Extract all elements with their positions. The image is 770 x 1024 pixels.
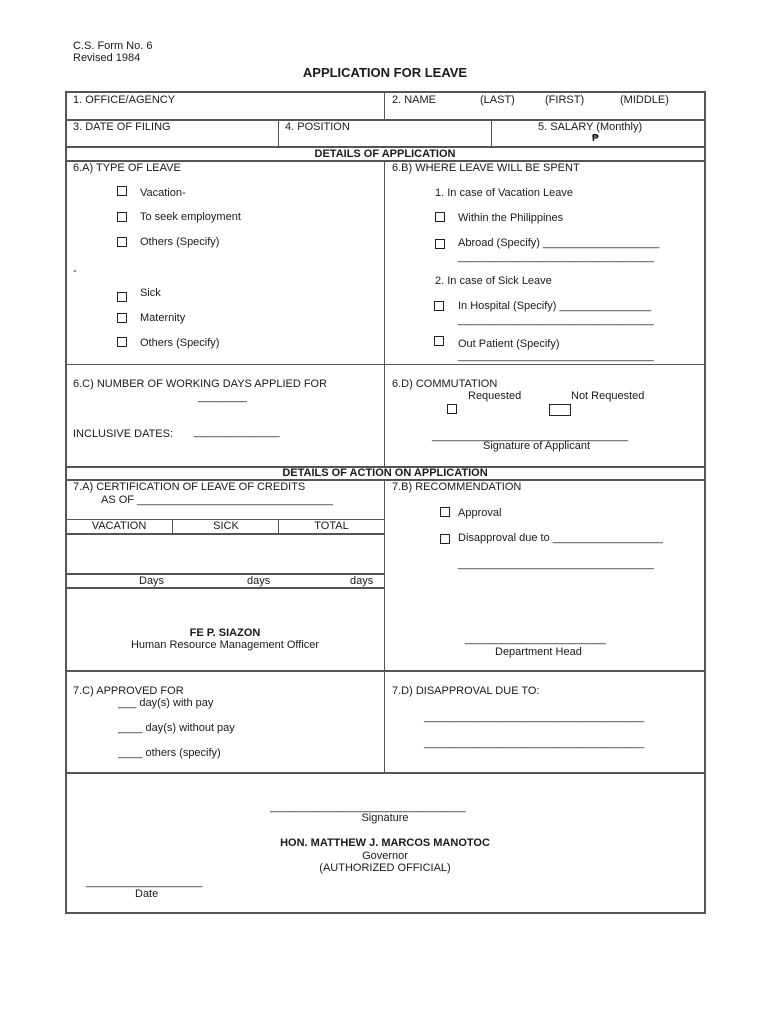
dept-head-label: Department Head — [495, 646, 582, 658]
seek-employment-checkbox[interactable] — [117, 212, 127, 222]
approved-for-heading: 7.C) APPROVED FOR — [73, 685, 184, 697]
divider — [384, 161, 385, 467]
vacation-checkbox[interactable] — [117, 186, 127, 196]
divider — [65, 587, 385, 589]
others-specify[interactable]: ____ others (specify) — [118, 747, 221, 759]
out-patient-line: ________________________________ — [458, 350, 654, 362]
disapproval-reason-line-1[interactable]: ____________________________________ — [424, 711, 645, 723]
frame-right — [704, 91, 706, 914]
peso-sign: ₱ — [592, 133, 599, 144]
out-patient-label: Out Patient (Specify) — [458, 338, 560, 350]
disapproval-line: ________________________________ — [458, 558, 654, 570]
others-sick-label: Others (Specify) — [140, 337, 220, 349]
applicant-signature-line: ________________________________ — [432, 430, 628, 442]
dept-head-signature-line: _______________________ — [465, 633, 606, 645]
within-philippines-label: Within the Philippines — [458, 212, 564, 224]
salary-label: 5. SALARY (Monthly) — [538, 121, 643, 133]
working-days-blank[interactable]: ________ — [198, 391, 247, 403]
position-label: 4. POSITION — [285, 121, 350, 133]
days-vacation: Days — [139, 575, 165, 587]
details-application-heading: DETAILS OF APPLICATION — [314, 148, 456, 160]
office-agency-label: 1. OFFICE/AGENCY — [73, 94, 176, 106]
form-title: APPLICATION FOR LEAVE — [302, 65, 468, 80]
divider — [65, 772, 706, 774]
seek-employment-label: To seek employment — [140, 211, 241, 223]
days-with-pay[interactable]: ___ day(s) with pay — [118, 697, 214, 709]
divider — [384, 92, 385, 120]
vacation-case-label: 1. In case of Vacation Leave — [435, 187, 573, 199]
name-label: 2. NAME — [392, 94, 437, 106]
approval-checkbox[interactable] — [440, 507, 450, 517]
as-of-field[interactable]: AS OF ________________________________ — [101, 494, 333, 506]
form-number: C.S. Form No. 6 — [73, 40, 153, 52]
date-line[interactable]: ___________________ — [86, 876, 203, 888]
sick-case-label: 2. In case of Sick Leave — [435, 275, 552, 287]
divider — [65, 573, 385, 575]
recommendation-heading: 7.B) RECOMMENDATION — [392, 481, 522, 493]
divider — [491, 120, 492, 147]
applicant-signature-label: Signature of Applicant — [483, 440, 591, 452]
disapproval-field[interactable]: Disapproval due to __________________ — [458, 532, 663, 544]
abroad-field[interactable]: Abroad (Specify) ___________________ — [458, 237, 660, 249]
disapproval-heading: 7.D) DISAPPROVAL DUE TO: — [392, 685, 540, 697]
col-total: TOTAL — [314, 520, 349, 532]
divider — [65, 533, 385, 535]
sick-label: Sick — [140, 287, 161, 299]
official-signature-line: ________________________________ — [270, 801, 466, 813]
inclusive-dates-label: INCLUSIVE DATES: — [73, 428, 174, 440]
col-sick: SICK — [213, 520, 239, 532]
abroad-checkbox[interactable] — [435, 239, 445, 249]
hr-officer-title: Human Resource Management Officer — [130, 639, 320, 651]
in-hospital-line: ________________________________ — [458, 314, 654, 326]
working-days-heading: 6.C) NUMBER OF WORKING DAYS APPLIED FOR — [73, 378, 328, 390]
others-vacation-checkbox[interactable] — [117, 237, 127, 247]
details-action-heading: DETAILS OF ACTION ON APPLICATION — [282, 467, 488, 479]
col-vacation: VACATION — [91, 520, 147, 532]
commutation-heading: 6.D) COMMUTATION — [392, 378, 498, 390]
disapproval-checkbox[interactable] — [440, 534, 450, 544]
requested-checkbox[interactable] — [447, 404, 457, 414]
name-middle-label: (MIDDLE) — [620, 94, 669, 106]
date-label: Date — [135, 888, 159, 900]
out-patient-checkbox[interactable] — [434, 336, 444, 346]
name-last-label: (LAST) — [480, 94, 515, 106]
date-filing-label: 3. DATE OF FILING — [73, 121, 171, 133]
others-vacation-label: Others (Specify) — [140, 236, 220, 248]
frame-bottom — [65, 912, 706, 914]
certification-heading: 7.A) CERTIFICATION OF LEAVE OF CREDITS — [73, 481, 306, 493]
days-total: days — [350, 575, 374, 587]
in-hospital-checkbox[interactable] — [434, 301, 444, 311]
vacation-label: Vacation- — [140, 187, 186, 199]
maternity-checkbox[interactable] — [117, 313, 127, 323]
disapproval-reason-line-2[interactable]: ____________________________________ — [424, 737, 645, 749]
sick-checkbox[interactable] — [117, 292, 127, 302]
where-spent-heading: 6.B) WHERE LEAVE WILL BE SPENT — [392, 162, 580, 174]
maternity-label: Maternity — [140, 312, 186, 324]
form-revision: Revised 1984 — [73, 52, 141, 64]
type-leave-heading: 6.A) TYPE OF LEAVE — [73, 162, 181, 174]
requested-label: Requested — [468, 390, 522, 402]
days-sick: days — [247, 575, 271, 587]
official-name: HON. MATTHEW J. MARCOS MANOTOC — [280, 837, 490, 849]
within-philippines-checkbox[interactable] — [435, 212, 445, 222]
frame-left — [65, 91, 67, 914]
official-signature-label: Signature — [361, 812, 409, 824]
divider — [65, 670, 706, 672]
frame-top — [65, 91, 706, 93]
official-title: Governor — [362, 850, 408, 862]
divider — [278, 120, 279, 147]
others-sick-checkbox[interactable] — [117, 337, 127, 347]
not-requested-label: Not Requested — [571, 390, 645, 402]
divider — [65, 364, 706, 365]
days-without-pay[interactable]: ____ day(s) without pay — [118, 722, 235, 734]
in-hospital-field[interactable]: In Hospital (Specify) _______________ — [458, 300, 652, 312]
hr-officer-name: FE P. SIAZON — [189, 627, 261, 639]
approval-label: Approval — [458, 507, 502, 519]
abroad-line: ________________________________ — [458, 251, 654, 263]
authorized-official-label: (AUTHORIZED OFFICIAL) — [319, 862, 451, 874]
not-requested-checkbox[interactable] — [549, 404, 571, 416]
inclusive-dates-blank[interactable]: ______________ — [194, 426, 280, 438]
dash-mark: - — [73, 265, 77, 277]
name-first-label: (FIRST) — [545, 94, 585, 106]
